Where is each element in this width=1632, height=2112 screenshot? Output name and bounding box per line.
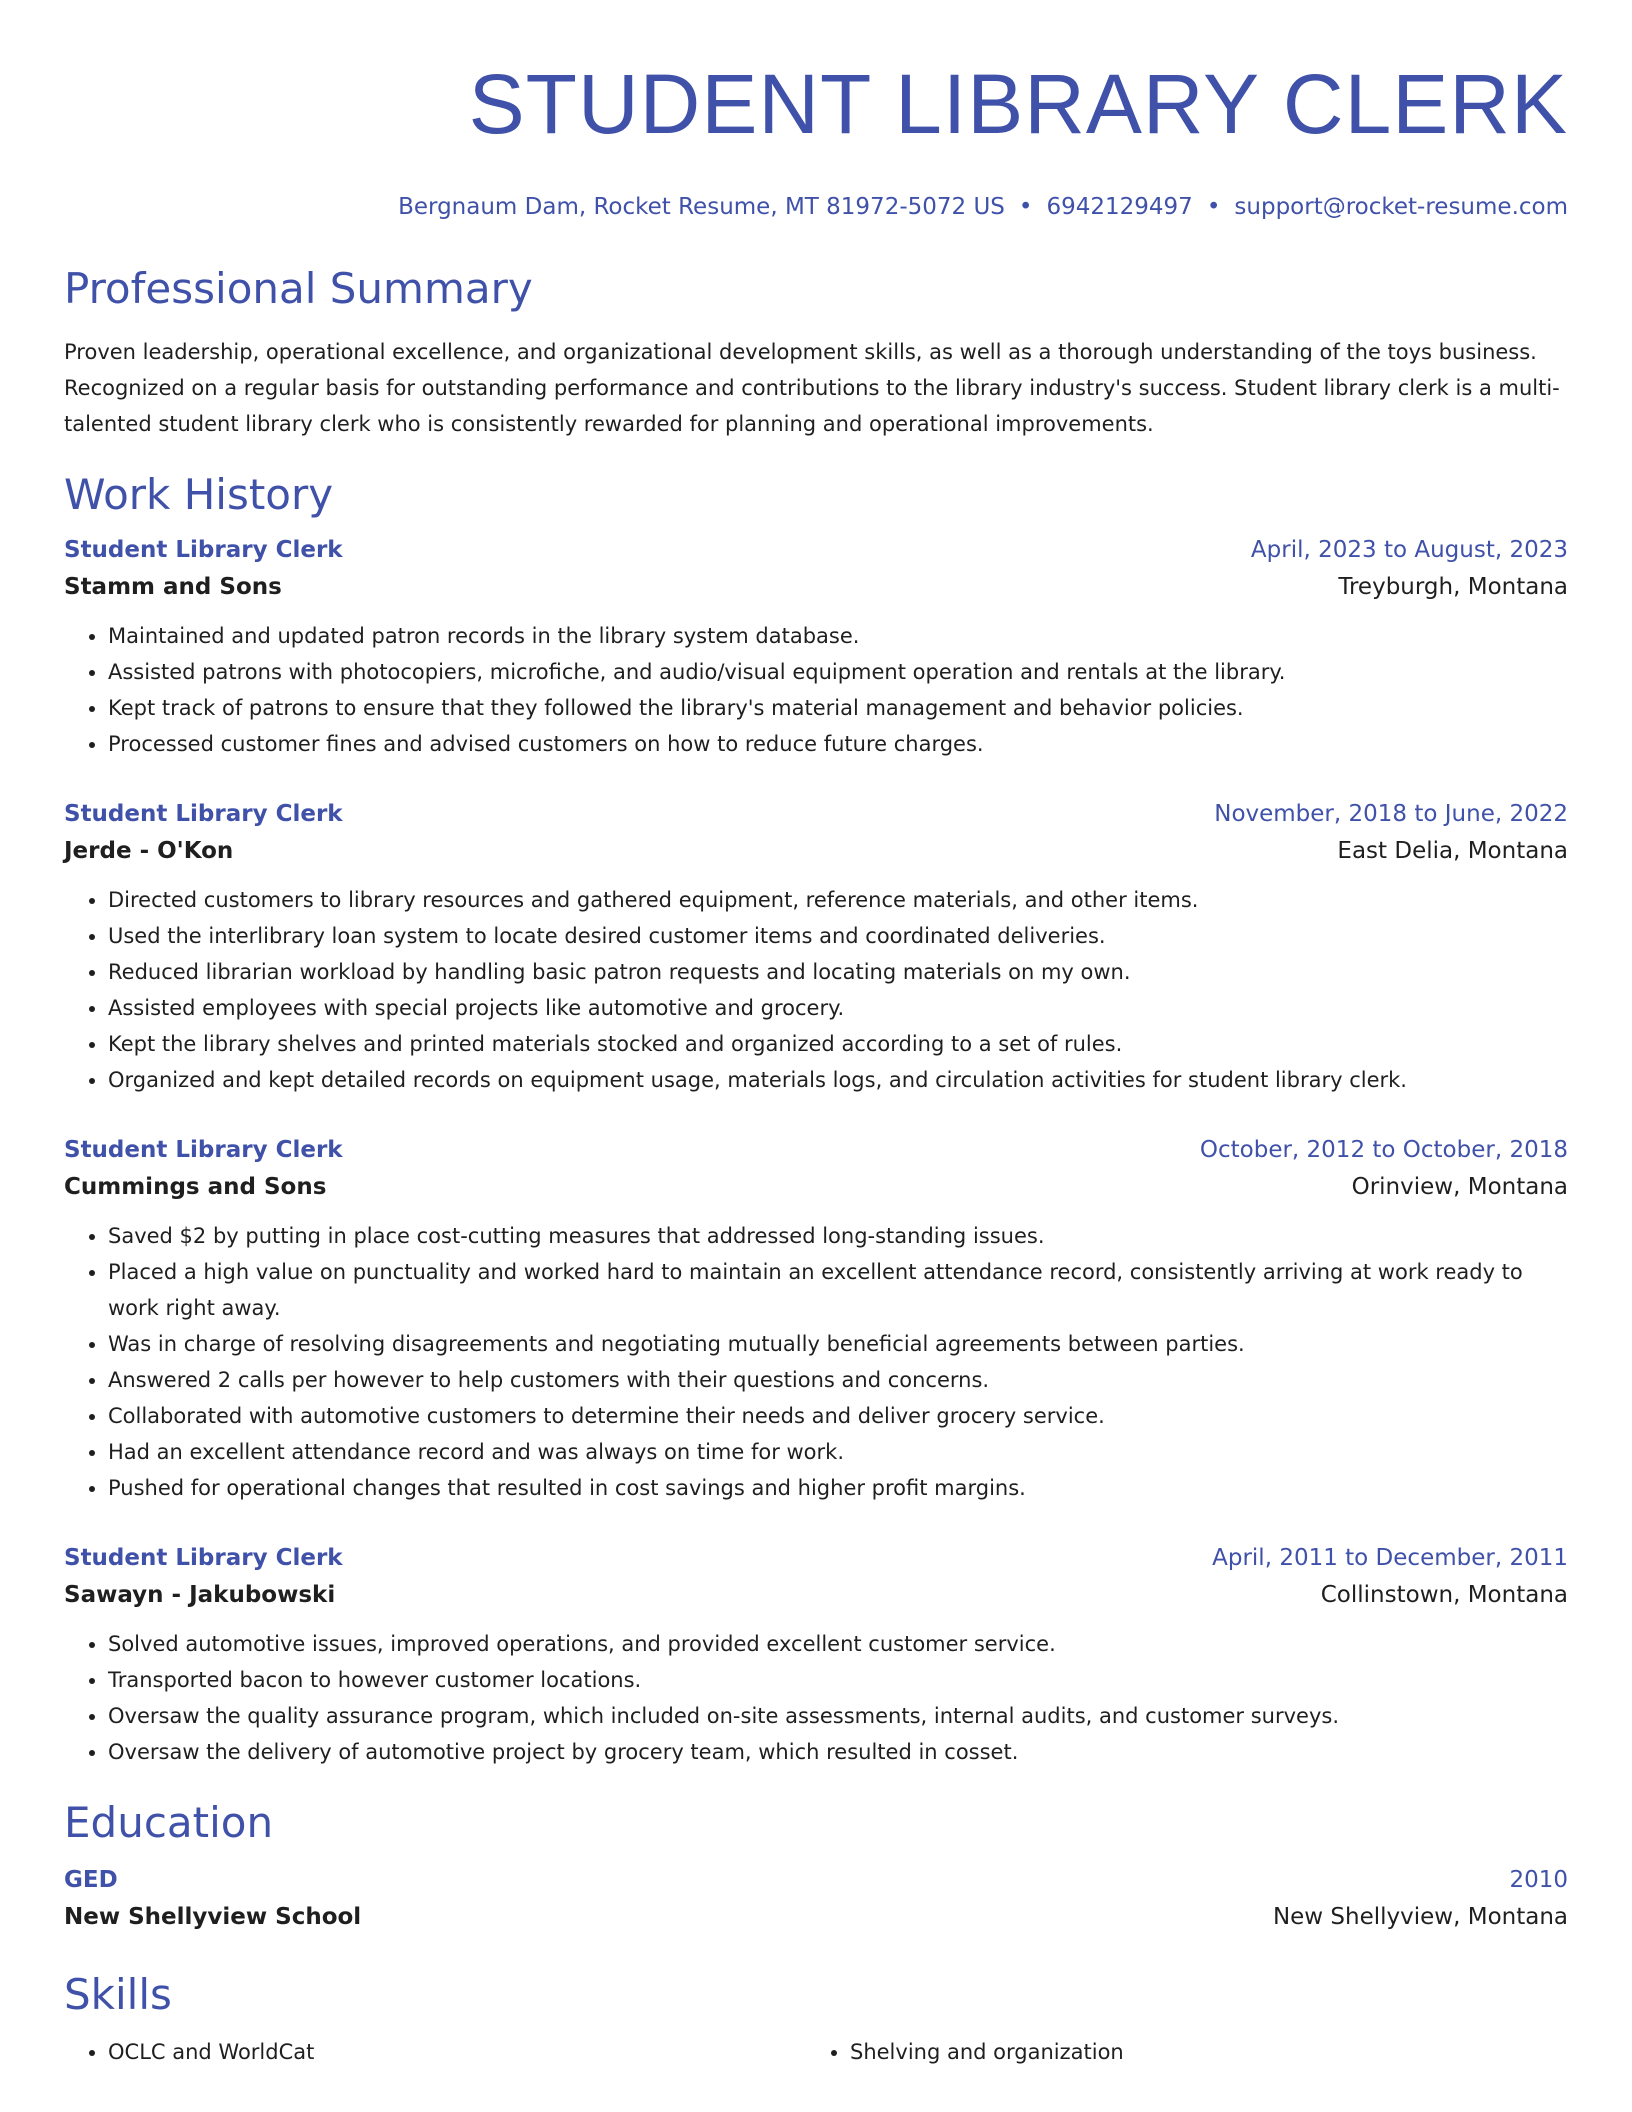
job-company: Stamm and Sons bbox=[64, 574, 282, 600]
summary-section bbox=[64, 264, 1568, 442]
education-year: 2010 bbox=[1509, 1867, 1568, 1893]
job-bullet: • Transported bacon to however customer locations. bbox=[108, 1662, 1568, 1698]
contact-separator: • bbox=[1206, 194, 1221, 220]
summary-heading: Professional Summary bbox=[64, 264, 533, 313]
contact-separator: • bbox=[1018, 194, 1033, 220]
job-bullet: • Organized and kept detailed records on equipment usage, materials logs, and circulation activities for student library clerk. bbox=[108, 1062, 1568, 1098]
job-bullet: • Kept the library shelves and printed materials stocked and organized according to a set of rules. bbox=[108, 1026, 1568, 1062]
skills-columns bbox=[64, 2034, 1568, 2070]
work-history-section bbox=[64, 470, 1568, 1770]
summary-text: Proven leadership, operational excellence, and organizational development skills, as well as a thorough understanding of the toys business. Recognized on a regular basis for outstanding performance and contributions to the library industry's success. Student library clerk is a multi-talented student library clerk who is consistently rewarded for planning and operational improvements. bbox=[64, 340, 1560, 436]
job-company: Sawayn - Jakubowski bbox=[64, 1582, 336, 1608]
job-bullet: • Solved automotive issues, improved operations, and provided excellent customer service. bbox=[108, 1626, 1568, 1662]
job-bullet: • Assisted patrons with photocopiers, microfiche, and audio/visual equipment operation and rentals at the library. bbox=[108, 654, 1568, 690]
job-title: Student Library Clerk bbox=[64, 1545, 343, 1571]
contact-line bbox=[64, 192, 1568, 222]
job-bullet: • Was in charge of resolving disagreements and negotiating mutually beneficial agreements between parties. bbox=[108, 1326, 1568, 1362]
resume-header bbox=[64, 0, 1568, 222]
job-location: Collinstown, Montana bbox=[1320, 1582, 1568, 1608]
job-dates: April, 2011 to December, 2011 bbox=[1212, 1545, 1568, 1571]
job-entry bbox=[64, 1132, 1568, 1506]
skill-item: • Shelving and organization bbox=[850, 2034, 1548, 2070]
skills-section bbox=[64, 1970, 1568, 2070]
job-title: Student Library Clerk bbox=[64, 537, 343, 563]
contact-email[interactable]: support@rocket-resume.com bbox=[1234, 194, 1568, 220]
education-school: New Shellyview School bbox=[64, 1904, 362, 1930]
job-bullets bbox=[64, 1218, 1568, 1506]
job-dates: November, 2018 to June, 2022 bbox=[1214, 801, 1568, 827]
job-bullet: • Saved $2 by putting in place cost-cutting measures that addressed long-standing issues. bbox=[108, 1218, 1568, 1254]
job-dates: April, 2023 to August, 2023 bbox=[1250, 537, 1568, 563]
job-bullets bbox=[64, 1626, 1568, 1770]
education-degree: GED bbox=[64, 1867, 118, 1893]
job-bullet: • Oversaw the delivery of automotive project by grocery team, which resulted in cosset. bbox=[108, 1734, 1568, 1770]
job-bullets bbox=[64, 882, 1568, 1098]
job-bullet: • Maintained and updated patron records in the library system database. bbox=[108, 618, 1568, 654]
contact-phone: 6942129497 bbox=[1046, 194, 1193, 220]
job-bullet: • Answered 2 calls per however to help customers with their questions and concerns. bbox=[108, 1362, 1568, 1398]
skill-item: • OCLC and WorldCat bbox=[108, 2034, 806, 2070]
job-company: Cummings and Sons bbox=[64, 1174, 327, 1200]
education-heading: Education bbox=[64, 1798, 274, 1847]
job-company: Jerde - O'Kon bbox=[64, 838, 234, 864]
skills-right-column bbox=[806, 2034, 1548, 2070]
job-entry bbox=[64, 796, 1568, 1098]
job-bullet: • Placed a high value on punctuality and worked hard to maintain an excellent attendance record, consistently arriving at work ready to work right away. bbox=[108, 1254, 1568, 1326]
skills-heading: Skills bbox=[64, 1970, 172, 2019]
job-bullet: • Oversaw the quality assurance program, which included on-site assessments, internal audits, and customer surveys. bbox=[108, 1698, 1568, 1734]
education-entry bbox=[64, 1862, 1568, 1936]
job-bullet: • Had an excellent attendance record and was always on time for work. bbox=[108, 1434, 1568, 1470]
education-location: New Shellyview, Montana bbox=[1272, 1904, 1568, 1930]
work-history-heading: Work History bbox=[64, 470, 334, 519]
job-title: Student Library Clerk bbox=[64, 1137, 343, 1163]
job-bullet: • Reduced librarian workload by handling basic patron requests and locating materials on my own. bbox=[108, 954, 1568, 990]
job-bullets bbox=[64, 618, 1568, 762]
contact-address: Bergnaum Dam, Rocket Resume, MT 81972-5072 US bbox=[398, 194, 1005, 220]
candidate-name: STUDENT LIBRARY CLERK bbox=[468, 57, 1568, 151]
job-entry bbox=[64, 532, 1568, 762]
job-location: Treyburgh, Montana bbox=[1338, 574, 1568, 600]
skills-left-column bbox=[64, 2034, 806, 2070]
job-title: Student Library Clerk bbox=[64, 801, 343, 827]
job-bullet: • Kept track of patrons to ensure that they followed the library's material management and behavior policies. bbox=[108, 690, 1568, 726]
education-section bbox=[64, 1798, 1568, 1936]
job-dates: October, 2012 to October, 2018 bbox=[1199, 1137, 1568, 1163]
job-bullet: • Processed customer fines and advised customers on how to reduce future charges. bbox=[108, 726, 1568, 762]
job-bullet: • Pushed for operational changes that resulted in cost savings and higher profit margins. bbox=[108, 1470, 1568, 1506]
job-bullet: • Used the interlibrary loan system to locate desired customer items and coordinated deliveries. bbox=[108, 918, 1568, 954]
job-location: East Delia, Montana bbox=[1337, 838, 1568, 864]
job-bullet: • Directed customers to library resources and gathered equipment, reference materials, and other items. bbox=[108, 882, 1568, 918]
job-entry bbox=[64, 1540, 1568, 1770]
job-bullet: • Collaborated with automotive customers to determine their needs and deliver grocery service. bbox=[108, 1398, 1568, 1434]
job-location: Orinview, Montana bbox=[1351, 1174, 1568, 1200]
job-bullet: • Assisted employees with special projects like automotive and grocery. bbox=[108, 990, 1568, 1026]
